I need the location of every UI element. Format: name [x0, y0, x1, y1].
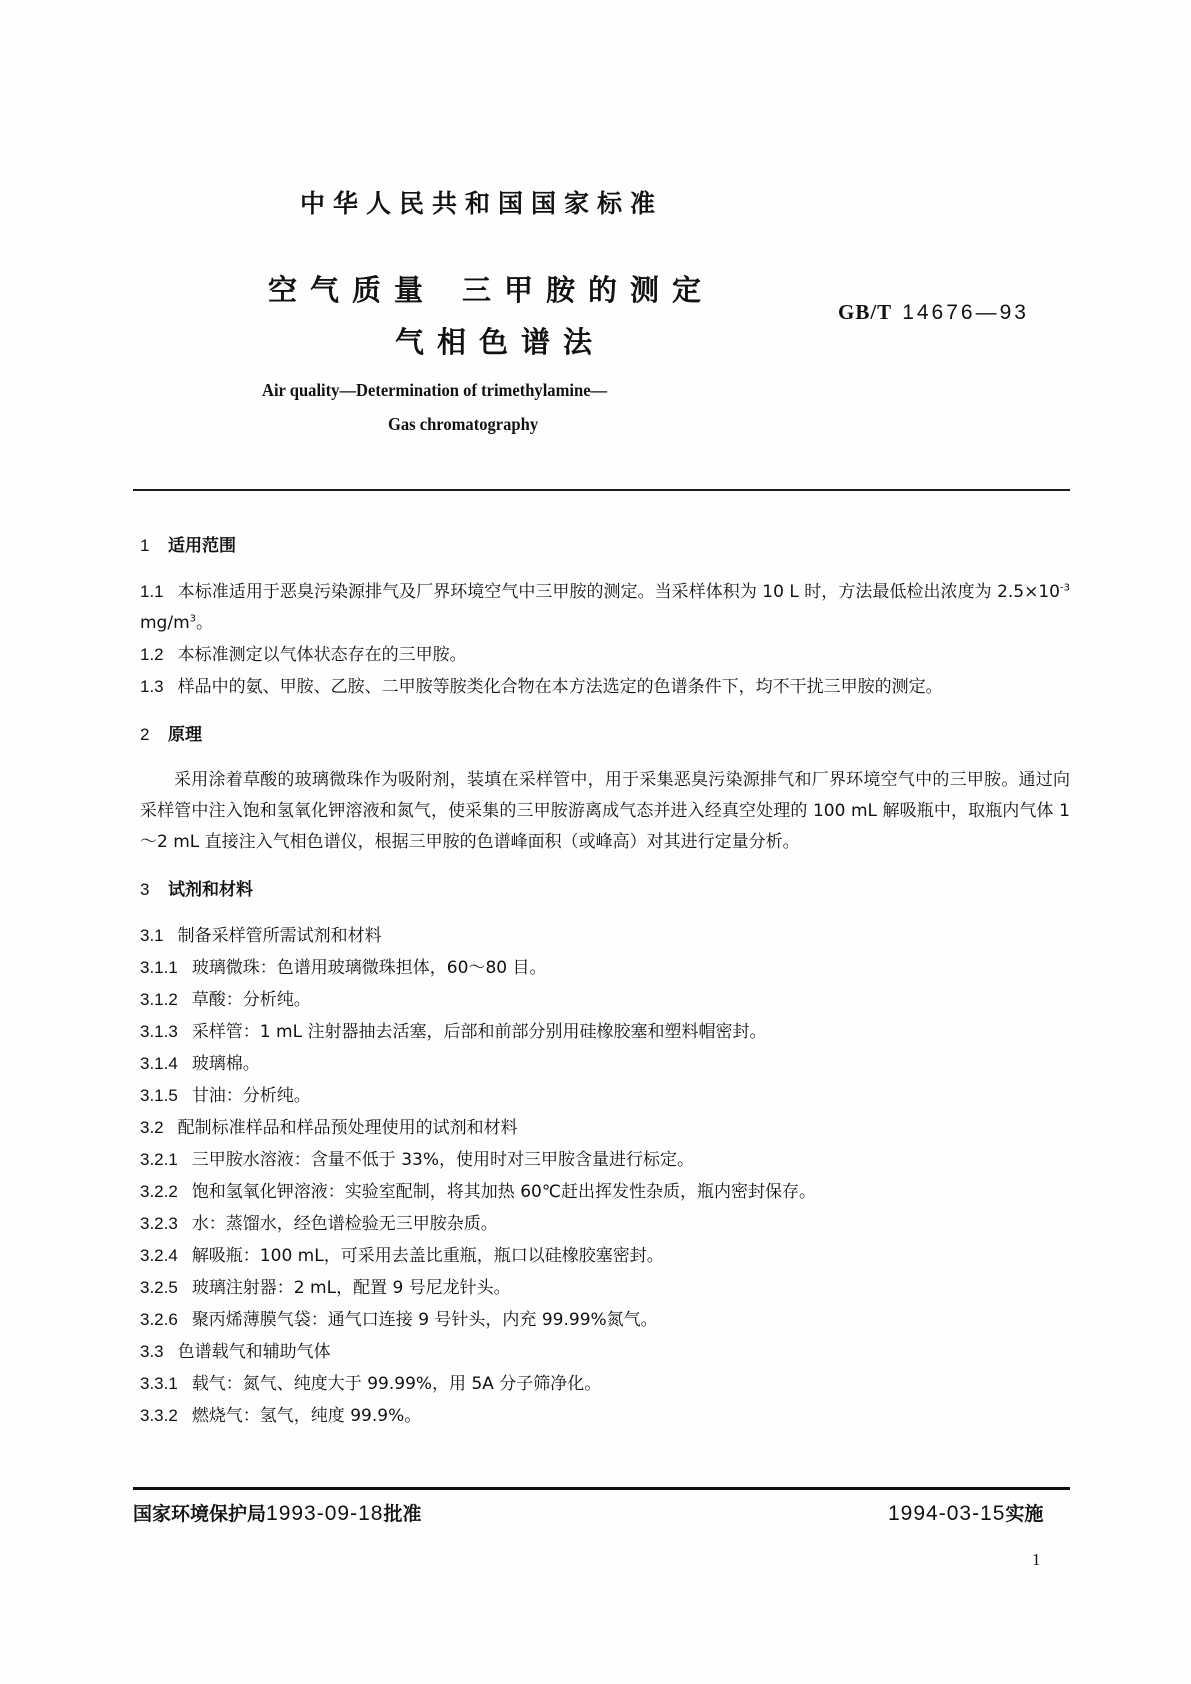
approval-date: 1993-09-18 [266, 1502, 384, 1525]
clause-number: 3.1.2 [140, 990, 178, 1009]
national-standard-heading: 中华人民共和国国家标准 [300, 189, 664, 218]
clause-3-2-1 [140, 1144, 1070, 1176]
clause-text: 甘油：分析纯。 [191, 1086, 311, 1106]
standard-code-prefix: GB/T [838, 300, 893, 324]
unit-text: mg/m [140, 613, 190, 633]
clause-number: 3.3.2 [140, 1406, 178, 1425]
clause-text: 制备采样管所需试剂和材料 [177, 926, 382, 946]
clause-text: 样品中的氨、甲胺、乙胺、二甲胺等胺类化合物在本方法选定的色谱条件下，均不干扰三甲胺的测定。 [177, 677, 943, 697]
clause-number: 3.1.5 [140, 1086, 178, 1105]
section-number: 2 [140, 725, 150, 744]
clause-number: 3.3.1 [140, 1374, 178, 1393]
clause-text: 载气：氮气、纯度大于 99.99%，用 5A 分子筛净化。 [191, 1374, 602, 1394]
clause-text: 解吸瓶：100 mL，可采用去盖比重瓶，瓶口以硅橡胶塞密封。 [191, 1246, 664, 1266]
clause-3-1-5 [140, 1080, 1070, 1112]
clause-number: 3.1.4 [140, 1054, 178, 1073]
title-zh-line1 [268, 268, 714, 309]
page-number: 1 [1032, 1550, 1041, 1569]
title-zh-part2: 三甲胺的测定 [462, 273, 715, 307]
clause-number: 3.2.2 [140, 1182, 178, 1201]
clause-text: 饱和氢氧化钾溶液：实验室配制，将其加热 60℃赶出挥发性杂质，瓶内密封保存。 [191, 1182, 816, 1202]
title-en-line1: Air quality—Determination of trimethylamine— [262, 380, 608, 400]
clause-number: 3.2 [140, 1118, 164, 1137]
clause-1-3 [140, 671, 1070, 703]
effective-date: 1994-03-15 [888, 1502, 1006, 1525]
clause-text: 玻璃棉。 [191, 1054, 260, 1074]
clause-text: 水：蒸馏水，经色谱检验无三甲胺杂质。 [191, 1214, 498, 1234]
clause-number: 3.2.3 [140, 1214, 178, 1233]
clause-3-2-6 [140, 1304, 1070, 1336]
clause-3-2-3 [140, 1208, 1070, 1240]
clause-text: 本标准测定以气体状态存在的三甲胺。 [177, 645, 467, 665]
title-en-line2: Gas chromatography [388, 414, 539, 434]
clause-3-1-1 [140, 952, 1070, 984]
section-title: 适用范围 [168, 536, 236, 556]
clause-text: 本标准适用于恶臭污染源排气及厂界环境空气中三甲胺的测定。当采样体积为 10 L 时，方法最低检出浓度为 2.5×10 [177, 582, 1061, 602]
clause-number: 3.2.1 [140, 1150, 178, 1169]
approval-label: 批准 [383, 1503, 422, 1525]
clause-number: 3.2.6 [140, 1310, 178, 1329]
clause-3-1-4 [140, 1048, 1070, 1080]
clause-text: 配制标准样品和样品预处理使用的试剂和材料 [177, 1118, 518, 1138]
section-number: 1 [140, 536, 150, 555]
clause-3-3-1 [140, 1368, 1070, 1400]
clause-3-1 [140, 920, 1070, 952]
effective-line [888, 1499, 1043, 1526]
clause-3-3 [140, 1336, 1070, 1368]
clause-number: 3.3 [140, 1342, 164, 1361]
clause-3-2 [140, 1112, 1070, 1144]
clause-3-1-3 [140, 1016, 1070, 1048]
clause-3-2-4 [140, 1240, 1070, 1272]
section-number: 3 [140, 880, 150, 899]
section-heading-2 [140, 719, 1070, 751]
title-zh-line2: 气相色谱法 [395, 325, 606, 359]
principle-paragraph: 采用涂着草酸的玻璃微珠作为吸附剂，装填在采样管中，用于采集恶臭污染源排气和厂界环境空气中的三甲胺。通过向采样管中注入饱和氢氧化钾溶液和氮气，使采集的三甲胺游离成气态并进入经真空处理的 100 mL 解吸瓶中，取瓶内气体 1～2 mL 直接注入气相色谱仪，根据三甲胺的色谱峰面积（或峰高）对其进行定量分析。 [140, 770, 1070, 852]
clause-3-2-2 [140, 1176, 1070, 1208]
clause-3-1-2 [140, 984, 1070, 1016]
clause-1-2 [140, 639, 1070, 671]
clause-3-3-2 [140, 1400, 1070, 1432]
section-title: 试剂和材料 [168, 880, 253, 900]
effective-label: 实施 [1005, 1503, 1044, 1525]
clause-1-1 [140, 576, 1070, 639]
clause-text: 玻璃注射器：2 mL，配置 9 号尼龙针头。 [191, 1278, 511, 1298]
clause-text: 采样管：1 mL 注射器抽去活塞，后部和前部分别用硅橡胶塞和塑料帽密封。 [191, 1022, 767, 1042]
clause-text: 三甲胺水溶液：含量不低于 33%，使用时对三甲胺含量进行标定。 [191, 1150, 695, 1170]
clause-text: 聚丙烯薄膜气袋：通气口连接 9 号针头，内充 99.99%氮气。 [191, 1310, 658, 1330]
standard-code-number: 14676—93 [902, 301, 1029, 324]
document-body [140, 530, 1070, 1432]
section-heading-3 [140, 874, 1070, 906]
clause-text: 草酸：分析纯。 [191, 990, 311, 1010]
footer-divider [133, 1487, 1070, 1490]
clause-text: 玻璃微珠：色谱用玻璃微珠担体，60～80 目。 [191, 958, 547, 978]
issuer: 国家环境保护局 [133, 1503, 267, 1525]
clause-number: 3.1.1 [140, 958, 178, 977]
exponent: -3 [1060, 582, 1070, 594]
standard-code [838, 300, 1029, 325]
header-divider [133, 489, 1070, 491]
clause-text-end: 。 [196, 613, 214, 633]
clause-number: 1.2 [140, 645, 164, 664]
clause-number: 1.1 [140, 582, 164, 601]
clause-text: 燃烧气：氢气，纯度 99.9%。 [191, 1406, 422, 1426]
clause-3-2-5 [140, 1272, 1070, 1304]
clause-number: 3.1 [140, 926, 164, 945]
section-title: 原理 [168, 725, 202, 745]
clause-number: 3.1.3 [140, 1022, 178, 1041]
clause-number: 3.2.4 [140, 1246, 178, 1265]
title-zh-part1: 空气质量 [268, 273, 437, 307]
clause-number: 1.3 [140, 677, 164, 696]
section-heading-1 [140, 530, 1070, 562]
clause-number: 3.2.5 [140, 1278, 178, 1297]
clause-text: 色谱载气和辅助气体 [177, 1342, 331, 1362]
approval-line [133, 1499, 421, 1526]
exponent: 3 [189, 613, 197, 625]
